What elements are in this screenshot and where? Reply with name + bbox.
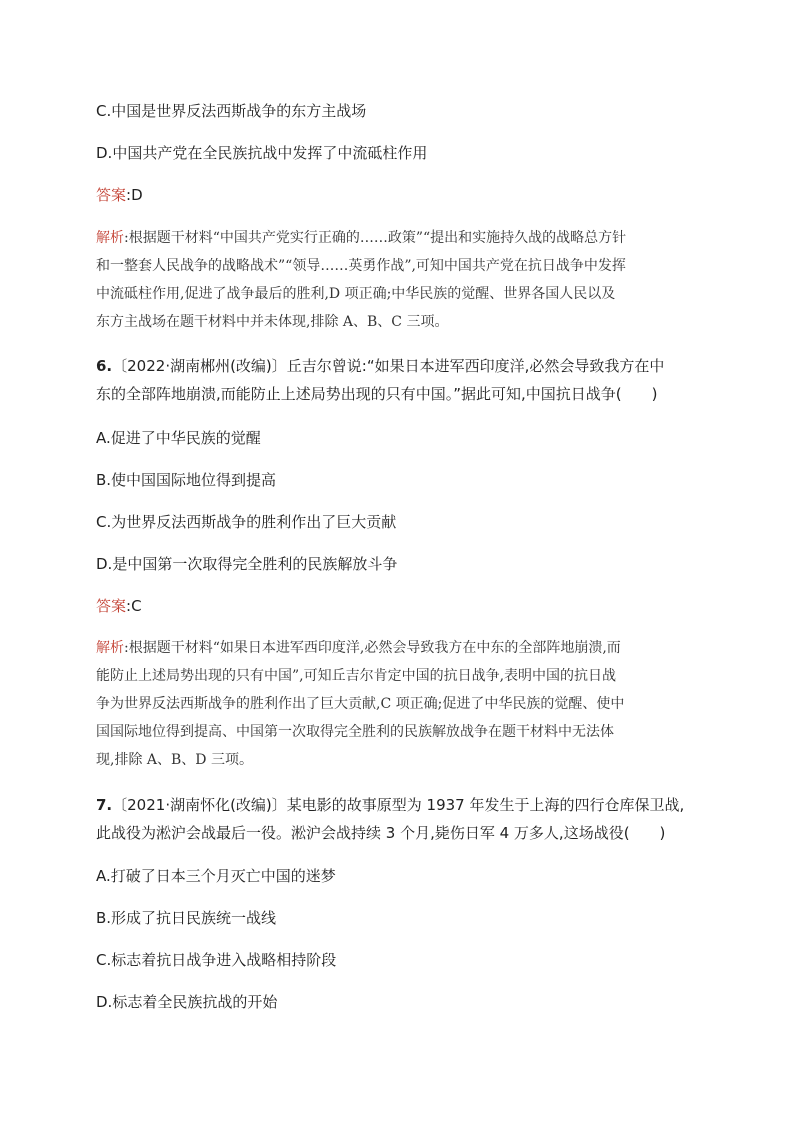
q6-option-d: D.是中国第一次取得完全胜利的民族解放斗争	[96, 555, 398, 573]
explanation-line: 国国际地位得到提高、中国第一次取得完全胜利的民族解放战争在题干材料中无法体	[96, 724, 614, 740]
q6-option-a: A.促进了中华民族的觉醒	[96, 429, 261, 447]
stem-line: 〔2022·湖南郴州(改编)〕丘吉尔曾说:“如果日本进军西印度洋,必然会导致我方在中	[112, 357, 665, 375]
question-number: 7.	[96, 796, 113, 814]
q6-option-c: C.为世界反法西斯战争的胜利作出了巨大贡献	[96, 513, 397, 531]
answer-value: :C	[126, 597, 142, 615]
q7-option-d: D.标志着全民族抗战的开始	[96, 993, 278, 1011]
stem-line: 〔2021·湖南怀化(改编)〕某电影的故事原型为 1937 年发生于上海的四行仓库保卫战,	[112, 796, 685, 814]
question-number: 6.	[96, 357, 113, 375]
answer-value: :D	[126, 186, 143, 204]
explanation-label: 解析	[96, 640, 124, 656]
explanation-line: 中流砥柱作用,促进了战争最后的胜利,D 项正确;中华民族的觉醒、世界各国人民以及	[96, 286, 616, 302]
stem-line: 东的全部阵地崩溃,而能防止上述局势出现的只有中国。”据此可知,中国抗日战争( )	[96, 385, 658, 403]
q6-stem	[96, 352, 706, 408]
q6-option-b: B.使中国国际地位得到提高	[96, 471, 277, 489]
answer-label: 答案	[96, 186, 127, 204]
q5-explanation	[96, 224, 706, 336]
answer-label: 答案	[96, 597, 127, 615]
explanation-line: 能防止上述局势出现的只有中国”,可知丘吉尔肯定中国的抗日战争,表明中国的抗日战	[96, 668, 617, 684]
explanation-line: 现,排除 A、B、D 三项。	[96, 752, 253, 768]
explanation-line: :根据题干材料“如果日本进军西印度洋,必然会导致我方在中东的全部阵地崩溃,而	[124, 640, 621, 656]
explanation-label: 解析	[96, 230, 124, 246]
q5-answer	[96, 185, 143, 205]
explanation-line: 东方主战场在题干材料中并未体现,排除 A、B、C 三项。	[96, 314, 449, 330]
q7-option-c: C.标志着抗日战争进入战略相持阶段	[96, 951, 337, 969]
explanation-line: :根据题干材料“中国共产党实行正确的……政策”“提出和实施持久战的战略总方针	[124, 230, 627, 246]
explanation-line: 和一整套人民战争的战略战术”“领导……英勇作战”,可知中国共产党在抗日战争中发挥	[96, 258, 626, 274]
q6-answer	[96, 596, 142, 616]
q6-explanation	[96, 634, 706, 774]
q7-stem	[96, 791, 706, 847]
q5-option-c: C.中国是世界反法西斯战争的东方主战场	[96, 102, 367, 120]
q5-option-d: D.中国共产党在全民族抗战中发挥了中流砥柱作用	[96, 144, 428, 162]
q7-option-b: B.形成了抗日民族统一战线	[96, 909, 277, 927]
q7-option-a: A.打破了日本三个月灭亡中国的迷梦	[96, 867, 336, 885]
explanation-line: 争为世界反法西斯战争的胜利作出了巨大贡献,C 项正确;促进了中华民族的觉醒、使中	[96, 696, 625, 712]
stem-line: 此战役为淞沪会战最后一役。淞沪会战持续 3 个月,毙伤日军 4 万多人,这场战役( )	[96, 824, 666, 842]
